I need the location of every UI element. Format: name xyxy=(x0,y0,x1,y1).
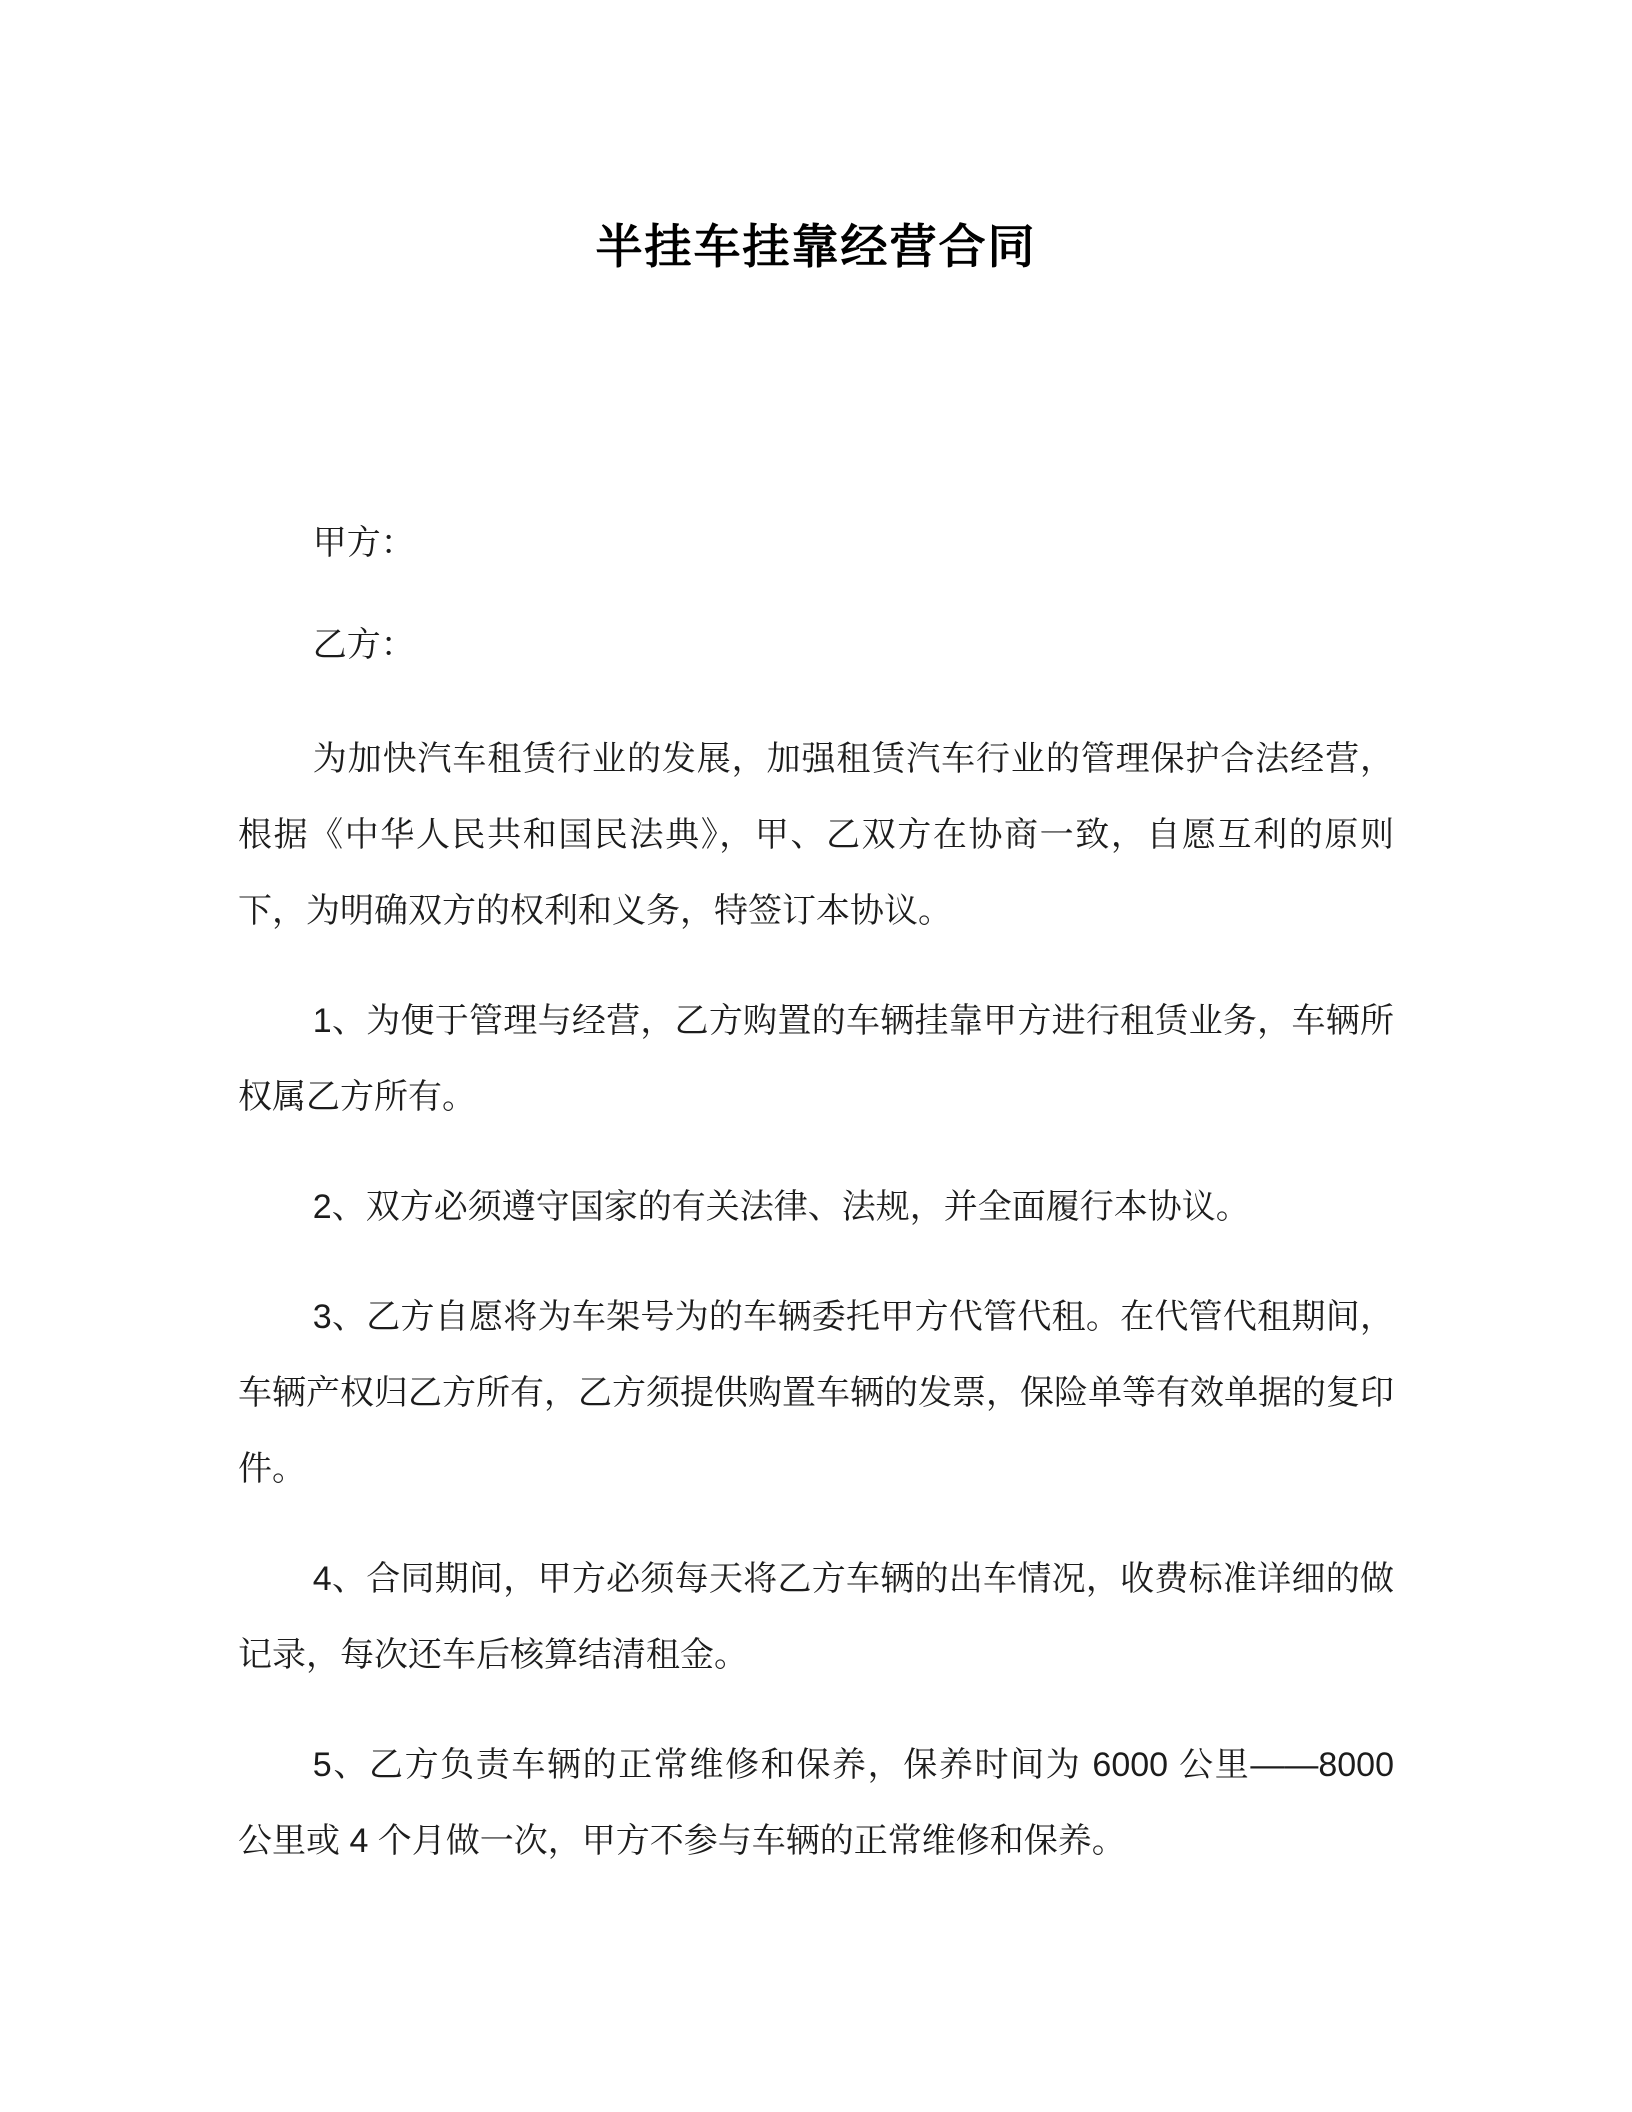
paragraph-preamble: 为加快汽车租赁行业的发展，加强租赁汽车行业的管理保护合法经营，根据《中华人民共和国民法典》，甲、乙双方在协商一致，自愿互利的原则下，为明确双方的权利和义务，特签订本协议。 xyxy=(238,740,1394,930)
paragraph-clause-5: 5、乙方负责车辆的正常维修和保养，保养时间为 6000 公里——8000 公里或 4 个月做一次，甲方不参与车辆的正常维修和保养。 xyxy=(238,1746,1394,1860)
paragraph-clause-3: 3、乙方自愿将为车架号为的车辆委托甲方代管代租。在代管代租期间，车辆产权归乙方所有，乙方须提供购置车辆的发票，保险单等有效单据的复印件。 xyxy=(238,1298,1394,1488)
party-a-label: 甲方： xyxy=(312,524,415,562)
paragraph-clause-2: 2、双方必须遵守国家的有关法律、法规，并全面履行本协议。 xyxy=(312,1188,1250,1226)
paragraph-clause-4: 4、合同期间，甲方必须每天将乙方车辆的出车情况，收费标准详细的做记录，每次还车后核算结清租金。 xyxy=(238,1560,1394,1674)
party-b-label: 乙方： xyxy=(312,626,415,664)
paragraph-clause-1: 1、为便于管理与经营，乙方购置的车辆挂靠甲方进行租赁业务，车辆所权属乙方所有。 xyxy=(238,1002,1394,1116)
document-title: 半挂车挂靠经营合同 xyxy=(595,220,1037,273)
